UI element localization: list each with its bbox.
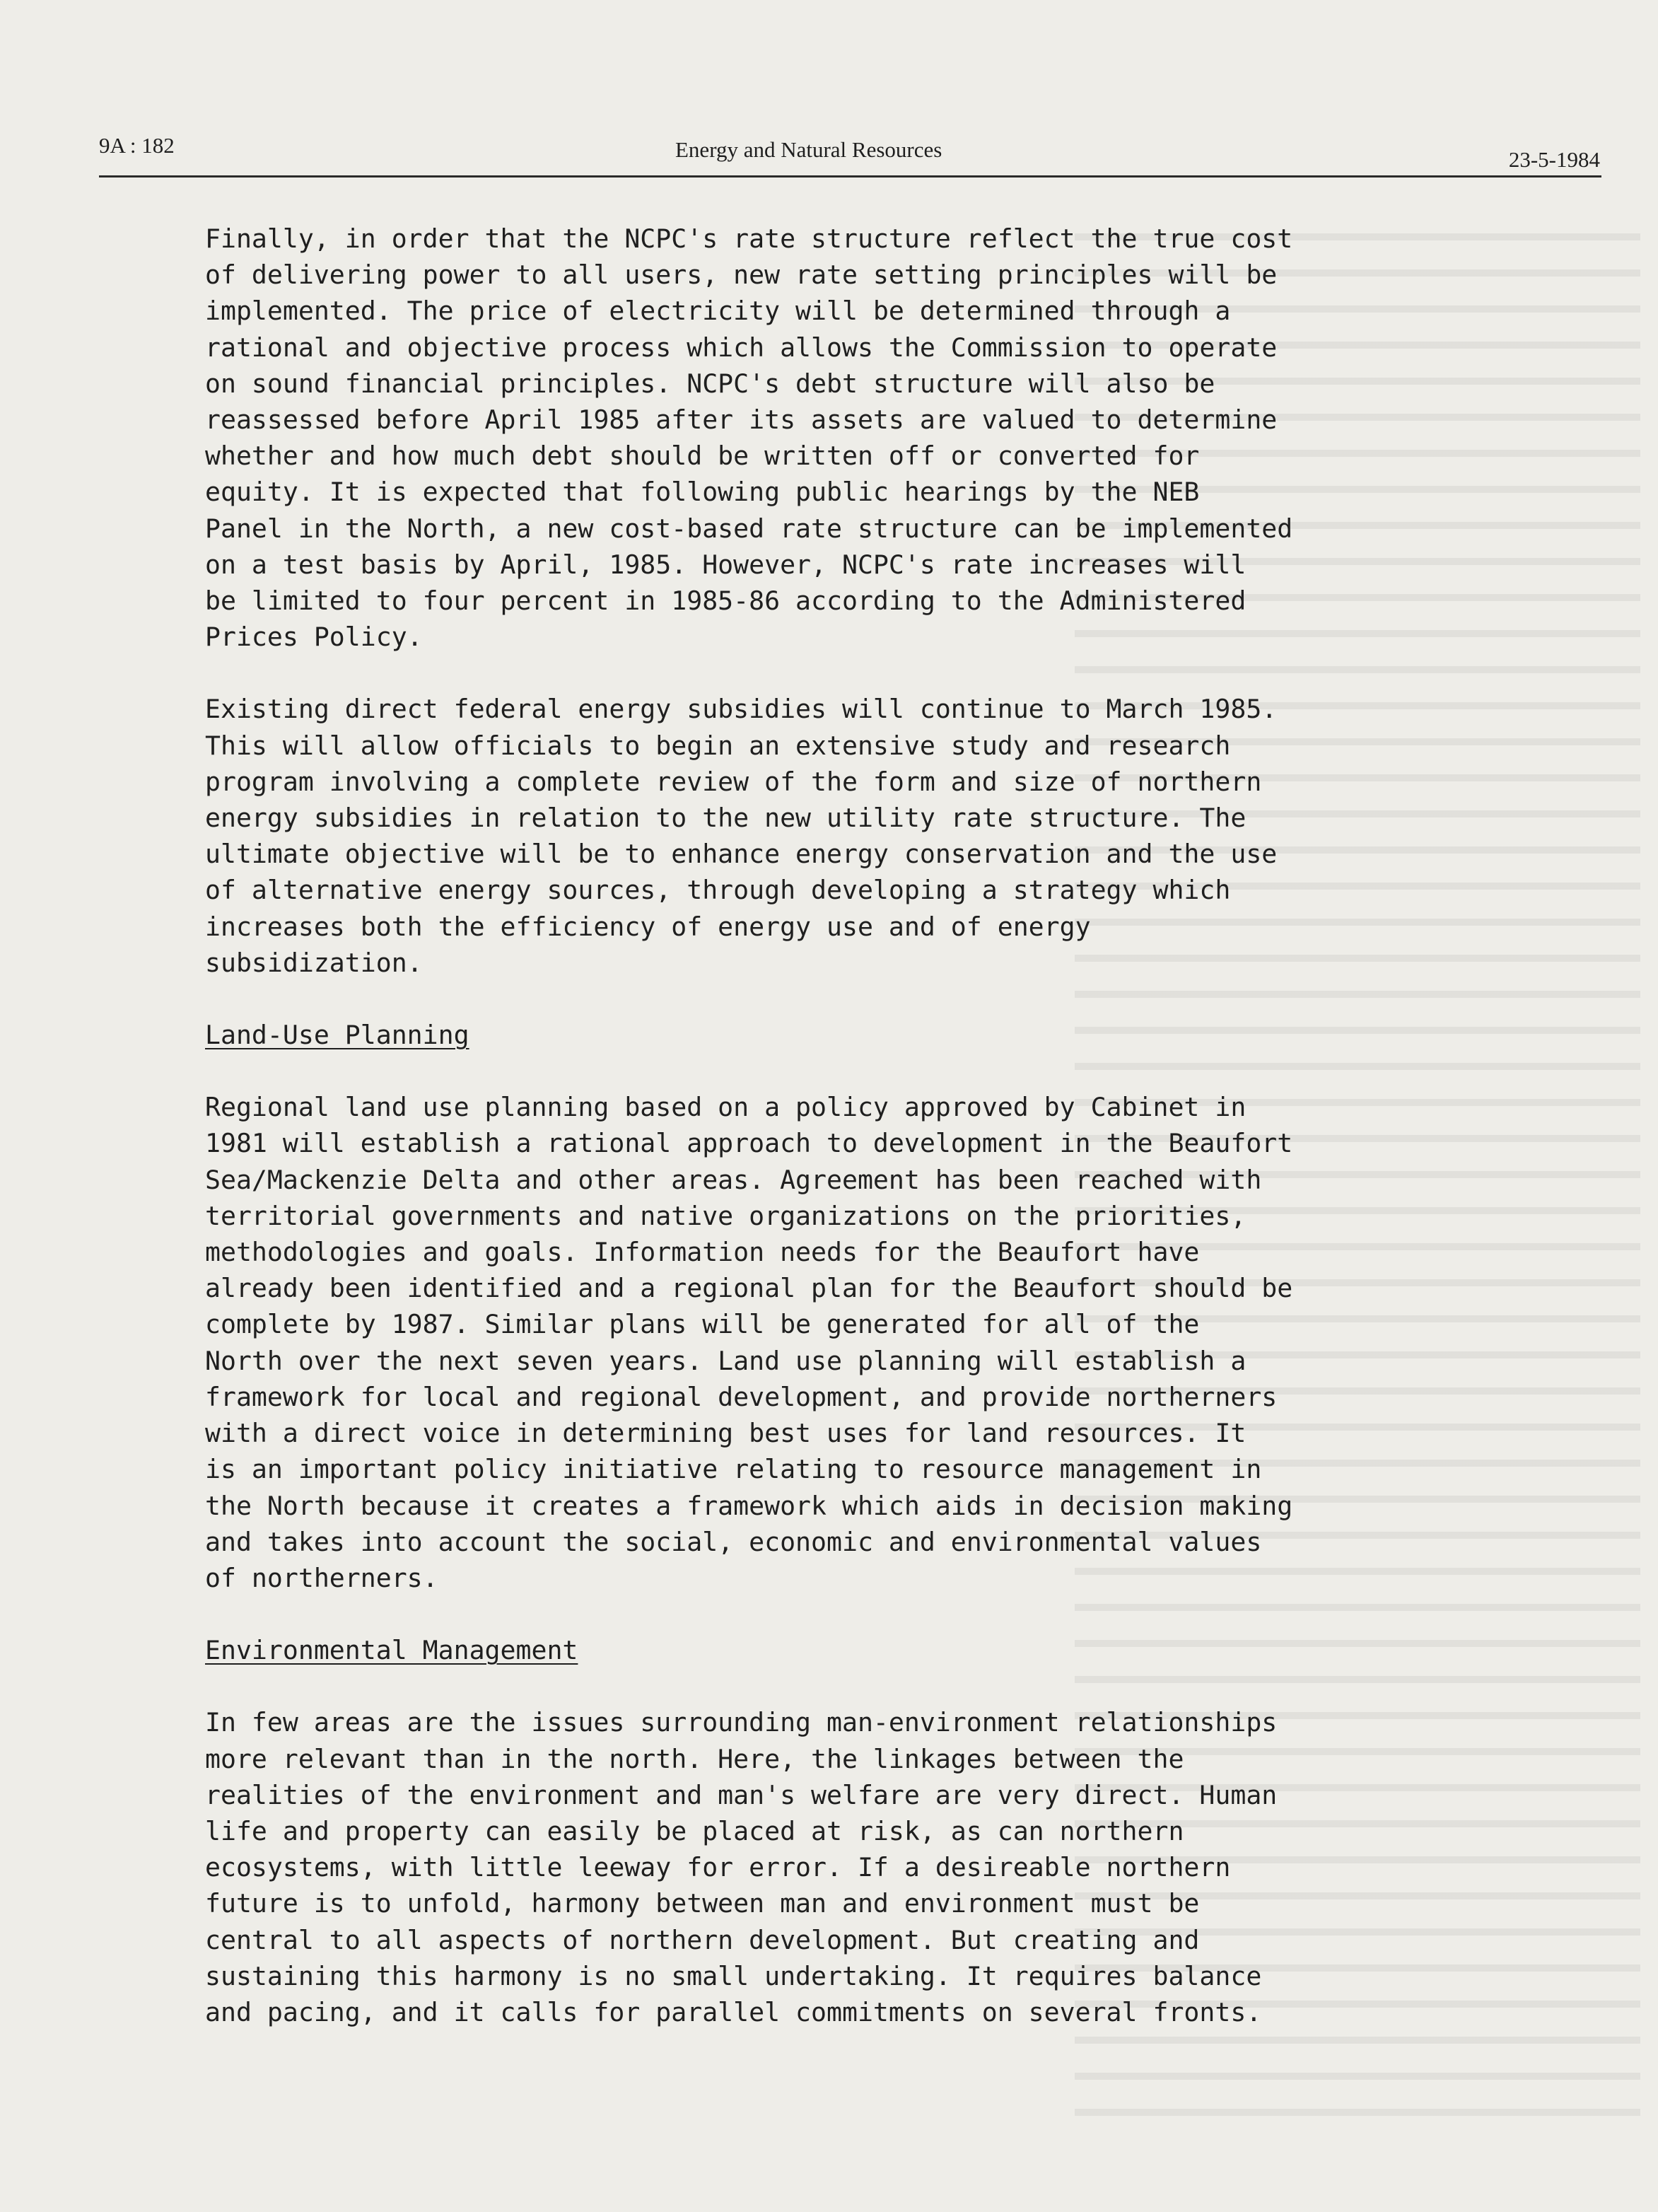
page-reference: 9A : 182 (99, 133, 175, 158)
document-body (205, 221, 1513, 2066)
paragraph-energy-subsidies: Existing direct federal energy subsidies will continue to March 1985. This will allow officials to begin an extensive study and research program involving a complete review of the form and size of northern energy subsidies in relation to the new utility rate structure. The ultimate objective will be to enhance energy conservation and the use of alternative energy sources, through developing a strategy which increases both the efficiency of energy use and of energy subsidization. (205, 694, 1278, 978)
header-date: 23-5-1984 (1508, 147, 1600, 172)
paragraph-land-use: Regional land use planning based on a policy approved by Cabinet in 1981 will establish a rational approach to development in the Beaufort Sea/Mackenzie Delta and other areas. Agreement has been reached with territorial governments and native organizations on the priorities, methodologies and goals. Information needs for the Beaufort have already been identified and a regional plan for the Beaufort should be complete by 1987. Similar plans will be generated for all of the North over the next seven years. Land use planning will establish a framework for local and regional development, and provide northerners with a direct voice in determining best uses for land resources. It is an important policy initiative relating to resource management in the North because it creates a framework which aids in decision making and takes into account the social, economic and environmental values of northerners. (205, 1092, 1293, 1593)
running-title: Energy and Natural Resources (675, 137, 942, 162)
heading-environmental-management: Environmental Management (205, 1635, 578, 1666)
page-header (99, 120, 1601, 177)
paragraph-rate-structure: Finally, in order that the NCPC's rate structure reflect the true cost of delivering power to all users, new rate setting principles will be implemented. The price of electricity will be determined through a rational and objective process which allows the Commission to operate on sound financial principles. NCPC's debt structure will also be reassessed before April 1985 after its assets are valued to determine whether and how much debt should be written off or converted for equity. It is expected that following public hearings by the NEB Panel in the North, a new cost-based rate structure can be implemented on a test basis by April, 1985. However, NCPC's rate increases will be limited to four percent in 1985-86 according to the Administered Prices Policy. (205, 223, 1293, 653)
paragraph-environmental: In few areas are the issues surrounding man-environment relationships more relevant than in the north. Here, the linkages between the realities of the environment and man's welfare are very direct. Human life and property can easily be placed at risk, as can northern ecosystems, with little leeway for error. If a desireable northern future is to unfold, harmony between man and environment must be central to all aspects of northern development. But creating and sustaining this harmony is no small undertaking. It requires balance and pacing, and it calls for parallel commitments on several fronts. (205, 1707, 1278, 2027)
heading-land-use-planning: Land-Use Planning (205, 1020, 469, 1051)
